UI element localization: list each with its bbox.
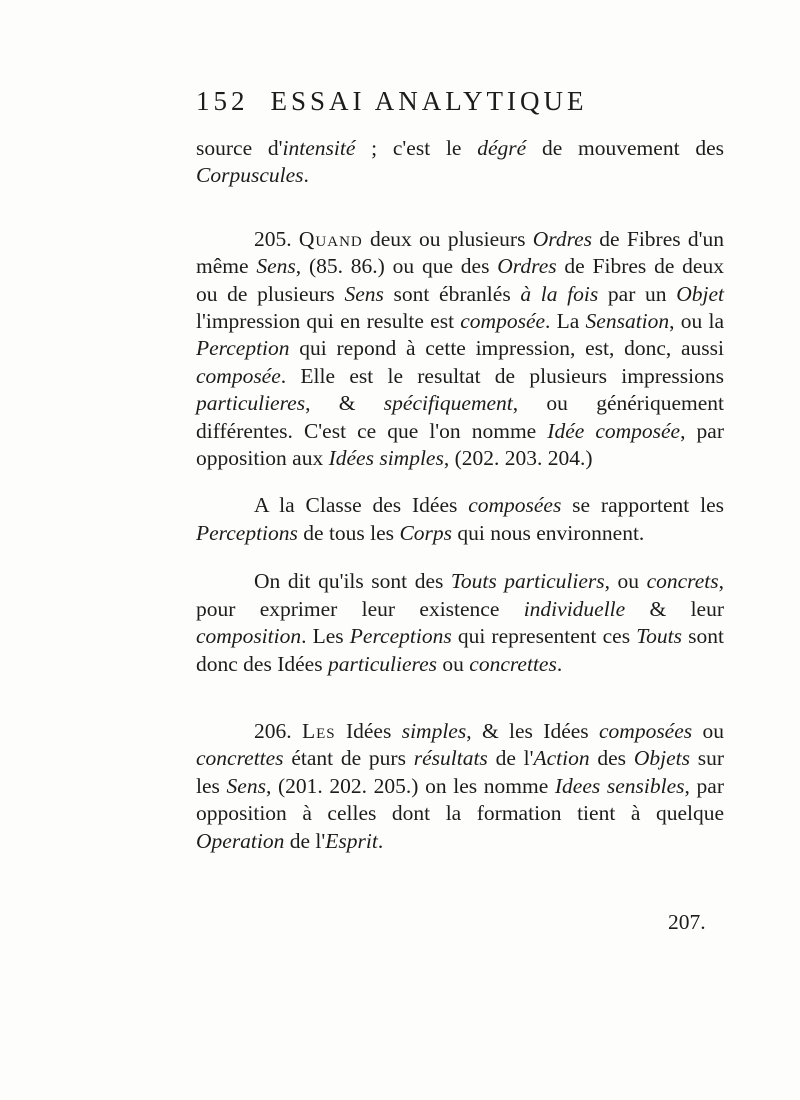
page-number: 152 <box>196 86 249 116</box>
running-title: ESSAI ANALYTIQUE <box>270 86 588 116</box>
body-text <box>196 135 724 855</box>
section-number: 205. <box>254 226 299 251</box>
section-number: 206. <box>254 718 302 743</box>
paragraph-continuation: source d'intensité ; c'est le dégré de mouvement des Corpuscules. <box>196 136 724 188</box>
paragraph-206: 206. Les Idées simples, & les Idées composées ou concrettes étant de purs résultats de l'Action des Objets sur les Sens, (201. 202. 205.) on les nomme Idees sensibles, par opposition à celles dont la formation tient à quelque Operation de l'Esprit. <box>196 718 724 853</box>
paragraph-touts: On dit qu'ils sont des Touts particuliers, ou concrets, pour exprimer leur existence individuelle & leur composition. Les Perceptions qui representent ces Touts sont donc des Idées particulieres ou concrettes. <box>196 569 725 676</box>
paragraph-205: 205. Quand deux ou plusieurs Ordres de Fibres d'un même Sens, (85. 86.) ou que des Ordres de Fibres de deux ou de plusieurs Sens sont ébranlés à la fois par un Objet l'impression qui en resulte est composée. La Sensation, ou la Perception qui repond à cette impression, est, donc, aussi composée. Elle est le resultat de plusieurs impressions particulieres, & spécifiquement, ou génériquement différentes. C'est ce que l'on nomme Idée composée, par opposition aux Idées simples, (202. 203. 204.) <box>196 226 724 471</box>
running-header <box>196 86 736 126</box>
catchword: 207. <box>668 910 706 934</box>
paragraph-classe: A la Classe des Idées composées se rapportent les Perceptions de tous les Corps qui nous environnent. <box>196 493 724 545</box>
